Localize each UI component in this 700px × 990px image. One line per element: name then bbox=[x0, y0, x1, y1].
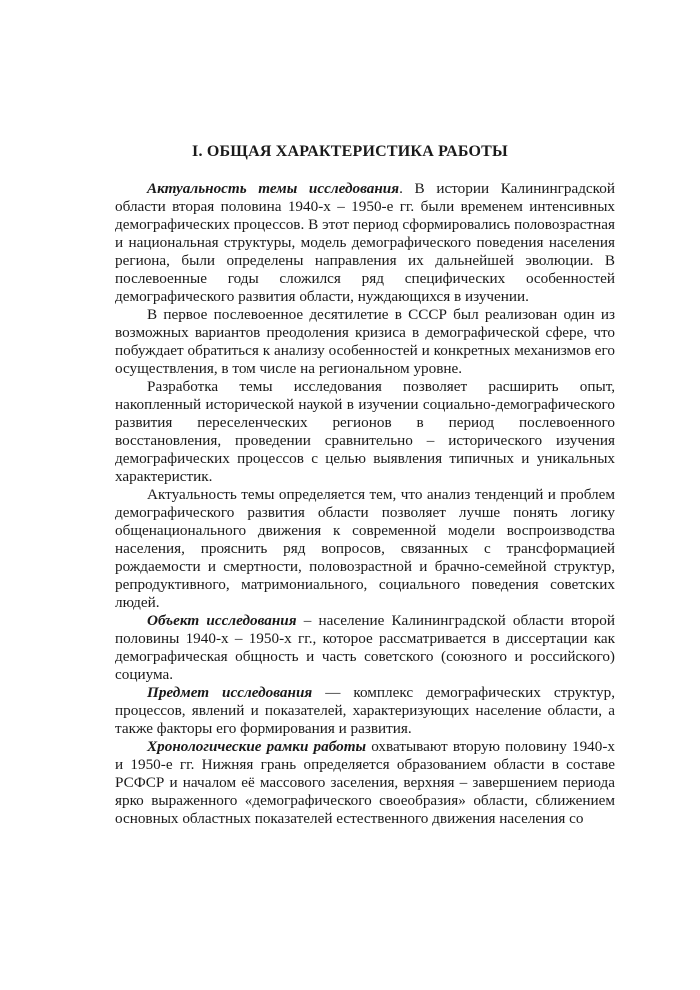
term-relevance: Актуальность темы исследования bbox=[147, 180, 400, 197]
section-heading: I. ОБЩАЯ ХАРАКТЕРИСТИКА РАБОТЫ bbox=[192, 143, 508, 160]
paragraph-relevance-detail bbox=[115, 486, 615, 612]
paragraph-text: Разработка темы исследования позволяет расширить опыт, накопленный исторической наукой в изучении социально-демографического развития переселенческих регионов в период послевоенного восстановления, проведении сравнительно – исторического изучения демографических процессов с целью выявления типичных и уникальных характеристик. bbox=[115, 378, 615, 485]
paragraph-text: Актуальность темы определяется тем, что анализ тенденций и проблем демографического развития области позволяет лучше понять логику общенационального движения к современной модели воспроизводства населения, прояснить ряд вопросов, связанных с трансформацией рождаемости и смертности, половозрастной и брачно-семейной структур, репродуктивного, матримониального, социального поведения советских людей. bbox=[115, 486, 615, 611]
term-object: Объект исследования bbox=[147, 612, 297, 629]
paragraph-text: В первое послевоенное десятилетие в СССР был реализован один из возможных вариантов преодоления кризиса в демографической сфере, что побуждает обратиться к анализу особенностей и конкретных механизмов его осуществления, в том числе на региональном уровне. bbox=[115, 306, 615, 377]
term-chronology: Хронологические рамки работы bbox=[147, 738, 367, 755]
paragraph-chronology bbox=[115, 738, 615, 828]
document-body bbox=[115, 180, 615, 828]
paragraph-text: — комплекс демографических структур, процессов, явлений и показателей, характеризующих население области, а также факторы его формирования и развития. bbox=[115, 684, 615, 737]
paragraph-postwar-decade bbox=[115, 306, 615, 378]
paragraph-research-development bbox=[115, 378, 615, 486]
paragraph-object bbox=[115, 612, 615, 684]
paragraph-text: . В истории Калининградской области вторая половина 1940-х – 1950-е гг. были временем интенсивных демографических процессов. В этот период сформировались половозрастная и национальная структуры, модель демографического поведения населения региона, были определены направления их дальнейшей эволюции. В послевоенные годы сложился ряд специфических особенностей демографического развития области, нуждающихся в изучении. bbox=[115, 180, 616, 305]
paragraph-text: – население Калининградской области второй половины 1940-х – 1950-х гг., которое рассматривается в диссертации как демографическая общность и часть советского (союзного и российского) социума. bbox=[115, 612, 615, 683]
paragraph-subject bbox=[115, 684, 615, 738]
paragraph-text: охватывают вторую половину 1940-х и 1950-е гг. Нижняя грань определяется образованием области в составе РСФСР и началом её массового заселения, верхняя – завершением периода ярко выраженного «демографического своеобразия» области, сближением основных областных показателей естественного движения населения со bbox=[115, 738, 615, 827]
term-subject: Предмет исследования bbox=[147, 684, 313, 701]
paragraph-relevance bbox=[115, 180, 615, 306]
